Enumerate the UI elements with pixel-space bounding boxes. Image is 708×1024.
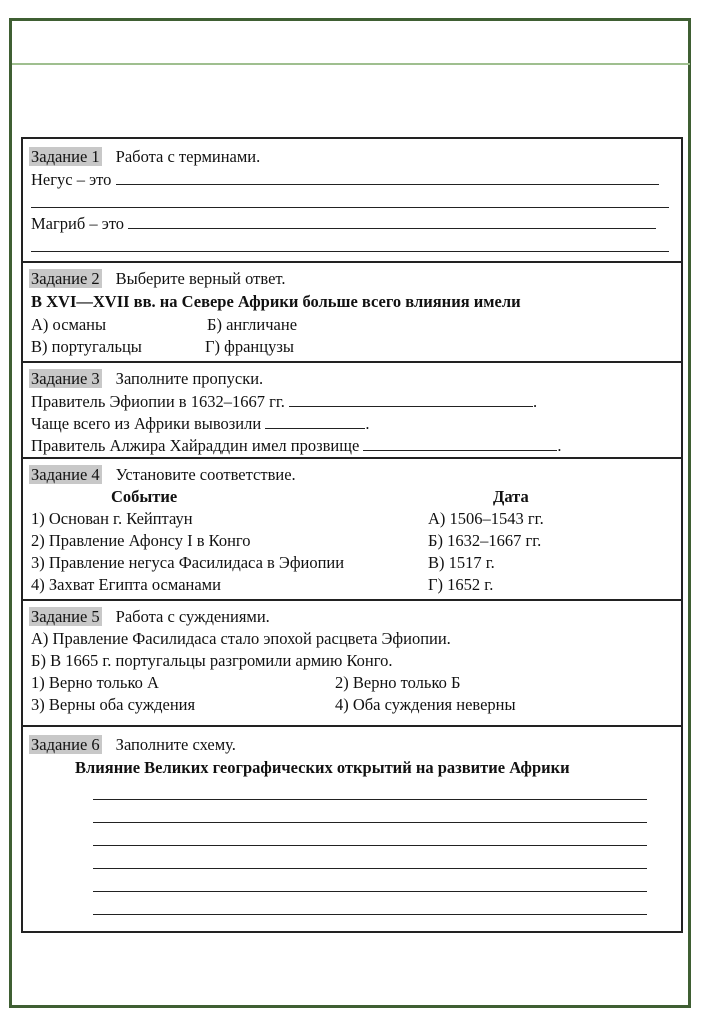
answer-line[interactable] — [116, 169, 659, 185]
statement-b: Б) В 1665 г. португальцы разгромили армию Конго. — [31, 651, 393, 670]
worksheet — [21, 137, 683, 933]
task-tag: Задание 2 — [31, 269, 100, 288]
task-title: Работа с суждениями. — [115, 607, 270, 626]
answer-line[interactable] — [31, 251, 669, 252]
event-item: 3) Правление негуса Фасилидаса в Эфиопии — [31, 553, 345, 572]
answer-line[interactable] — [93, 822, 647, 823]
task-title: Заполните схему. — [115, 735, 236, 754]
task-2 — [23, 261, 681, 361]
scheme-heading: Влияние Великих географических открытий на развитие Африки — [75, 758, 570, 777]
date-item: В) 1517 г. — [428, 553, 495, 572]
fill-prompt: Чаще всего из Африки вывозили — [31, 414, 262, 433]
answer-line[interactable] — [289, 391, 533, 407]
task-tag: Задание 3 — [31, 369, 100, 388]
option-2[interactable]: 2) Верно только Б — [335, 673, 461, 692]
option-g[interactable]: Г) французы — [205, 337, 294, 356]
event-item: 2) Правление Афонсу I в Конго — [31, 531, 251, 550]
answer-line[interactable] — [93, 845, 647, 846]
date-item: Б) 1632–1667 гг. — [428, 531, 542, 550]
column-header-event: Событие — [111, 487, 178, 506]
task-6 — [23, 725, 681, 931]
term-maghreb-label: Магриб – это — [31, 214, 125, 233]
term-negus-label: Негус – это — [31, 170, 112, 189]
answer-line[interactable] — [93, 914, 647, 915]
answer-line[interactable] — [265, 413, 365, 429]
task-tag: Задание 1 — [31, 147, 100, 166]
question-text: В XVI—XVII вв. на Севере Африки больше всего влияния имели — [31, 292, 521, 311]
answer-line[interactable] — [128, 213, 656, 229]
task-title: Выберите верный ответ. — [115, 269, 286, 288]
task-4 — [23, 457, 681, 599]
option-b[interactable]: Б) англичане — [207, 315, 298, 334]
event-item: 4) Захват Египта османами — [31, 575, 221, 594]
task-title: Установите соответствие. — [115, 465, 296, 484]
event-item: 1) Основан г. Кейптаун — [31, 509, 193, 528]
date-item: А) 1506–1543 гг. — [428, 509, 544, 528]
statement-a: А) Правление Фасилидаса стало эпохой расцвета Эфиопии. — [31, 629, 451, 648]
option-1[interactable]: 1) Верно только А — [31, 673, 159, 692]
fill-prompt: Правитель Алжира Хайраддин имел прозвище — [31, 436, 360, 455]
task-5 — [23, 599, 681, 725]
task-title: Работа с терминами. — [115, 147, 261, 166]
task-1 — [23, 139, 681, 261]
header-divider — [12, 63, 690, 65]
answer-line[interactable] — [93, 868, 647, 869]
answer-line[interactable] — [93, 799, 647, 800]
option-v[interactable]: В) португальцы — [31, 337, 142, 356]
option-a[interactable]: А) османы — [31, 315, 107, 334]
answer-line[interactable] — [31, 207, 669, 208]
task-tag: Задание 4 — [31, 465, 100, 484]
option-3[interactable]: 3) Верны оба суждения — [31, 695, 196, 714]
date-item: Г) 1652 г. — [428, 575, 494, 594]
task-tag: Задание 5 — [31, 607, 100, 626]
task-tag: Задание 6 — [31, 735, 100, 754]
task-3: Задание 3 Заполните пропуски. Правитель Эфиопии в 1632–1667 гг. . Чаще всего из Африки вывозили . Правитель Алжира Хайраддин имел прозвище . — [23, 361, 681, 457]
answer-line[interactable] — [93, 891, 647, 892]
column-header-date: Дата — [493, 487, 529, 506]
answer-line[interactable] — [363, 435, 557, 451]
option-4[interactable]: 4) Оба суждения неверны — [335, 695, 516, 714]
task-title: Заполните пропуски. — [115, 369, 264, 388]
fill-prompt: Правитель Эфиопии в 1632–1667 гг. — [31, 392, 285, 411]
